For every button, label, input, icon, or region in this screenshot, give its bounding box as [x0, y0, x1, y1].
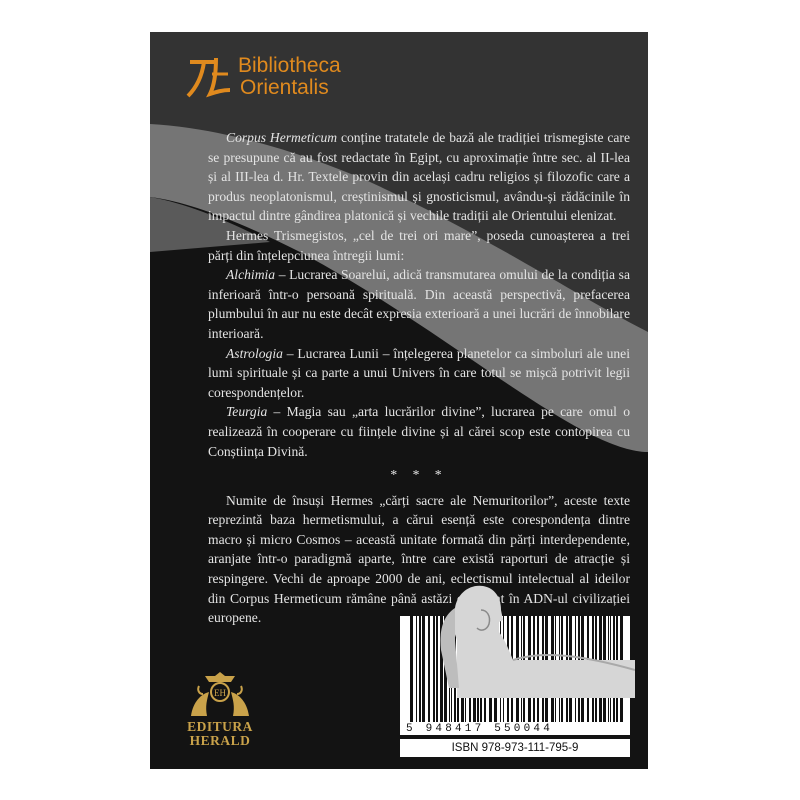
svg-text:EH: EH	[214, 688, 226, 698]
series-logo	[186, 54, 341, 100]
section-separator: * * *	[390, 467, 448, 483]
sphinx-icon	[395, 580, 635, 700]
herald-crest-icon	[185, 672, 255, 720]
paragraph-emphasis: Corpus Hermeticum	[226, 130, 338, 145]
paragraph-alchimia	[208, 265, 630, 343]
publisher-logo	[180, 672, 260, 748]
blurb-text	[208, 128, 630, 628]
paragraph-teurgia	[208, 402, 630, 461]
paragraph-emphasis: Alchimia	[226, 267, 276, 283]
isbn-label: ISBN 978-973-111-795-9	[400, 739, 630, 757]
paragraph-text: conține tratatele de bază ale tradiției trismegiste care se presupune că au fost redactate în Egipt, cu aproximație între sec. al II-lea și al III-lea d. Hr. Textele provin din același cadru religios și filozofic care a produs neoplatonismul, creștinismul și gnosticismul, avându-și rădăcinile în impactul dintre gândirea platonică și vechile tradiții ale Orientului elenizat.	[208, 130, 630, 224]
bibliotheca-orientalis-logo-icon	[186, 54, 232, 100]
paragraph-hermes	[208, 226, 630, 265]
paragraph-emphasis: Astrologia	[226, 345, 283, 361]
publisher-name-line2: HERALD	[189, 733, 251, 748]
series-name-line1: Bibliotheca	[238, 54, 341, 77]
paragraph-text: Numite de însuși Hermes „cărți sacre ale Nemuritorilor”, aceste texte reprezintă baza hermetismului, a cărui esență este corespondența dintre macro și micro Cosmos – această unitate formată din părți interdependente, aranjate într-o paradigmă aparte, între care există raporturi de atracție și respingere. Vechi de aproape 2000 de ani, eclectismul intelectual al ideilor din Corpus Hermeticum rămâne până astăzi codificat în ADN-ul civilizației europene.	[208, 492, 630, 626]
paragraph-intro	[208, 128, 630, 226]
paragraph-emphasis: Teurgia	[226, 404, 268, 420]
book-back-cover	[150, 32, 648, 769]
paragraph-text: Hermes Trismegistos, „cel de trei ori mare”, poseda cunoașterea a trei părți din înțelepciunea întregii lumi:	[208, 227, 630, 263]
paragraph-text: – Lucrarea Soarelui, adică transmutarea omului de la condiția sa inferioară într-o persoană spirituală. Din această perspectivă, prefacerea plumbului în aur nu este decât expresia exterioară a unei lucrări de înnobilare interioară.	[208, 267, 630, 341]
series-name-line2: Orientalis	[240, 76, 329, 99]
paragraph-text: – Magia sau „arta lucrărilor divine”, lucrarea pe care omul o realizează în cooperare cu ființele divine și al cărei scop este contopirea cu Conștiința Divină.	[208, 404, 630, 459]
paragraph-astrologia	[208, 344, 630, 403]
barcode-number: 5 948417 550044	[400, 723, 630, 735]
publisher-name-line1: EDITURA	[187, 719, 253, 734]
paragraph-text: – Lucrarea Lunii – înțelegerea planetelor ca simboluri ale unei lumi spirituale și ca parte a unui Univers în care totul se mișcă potrivit legii corespondențelor.	[208, 345, 630, 400]
